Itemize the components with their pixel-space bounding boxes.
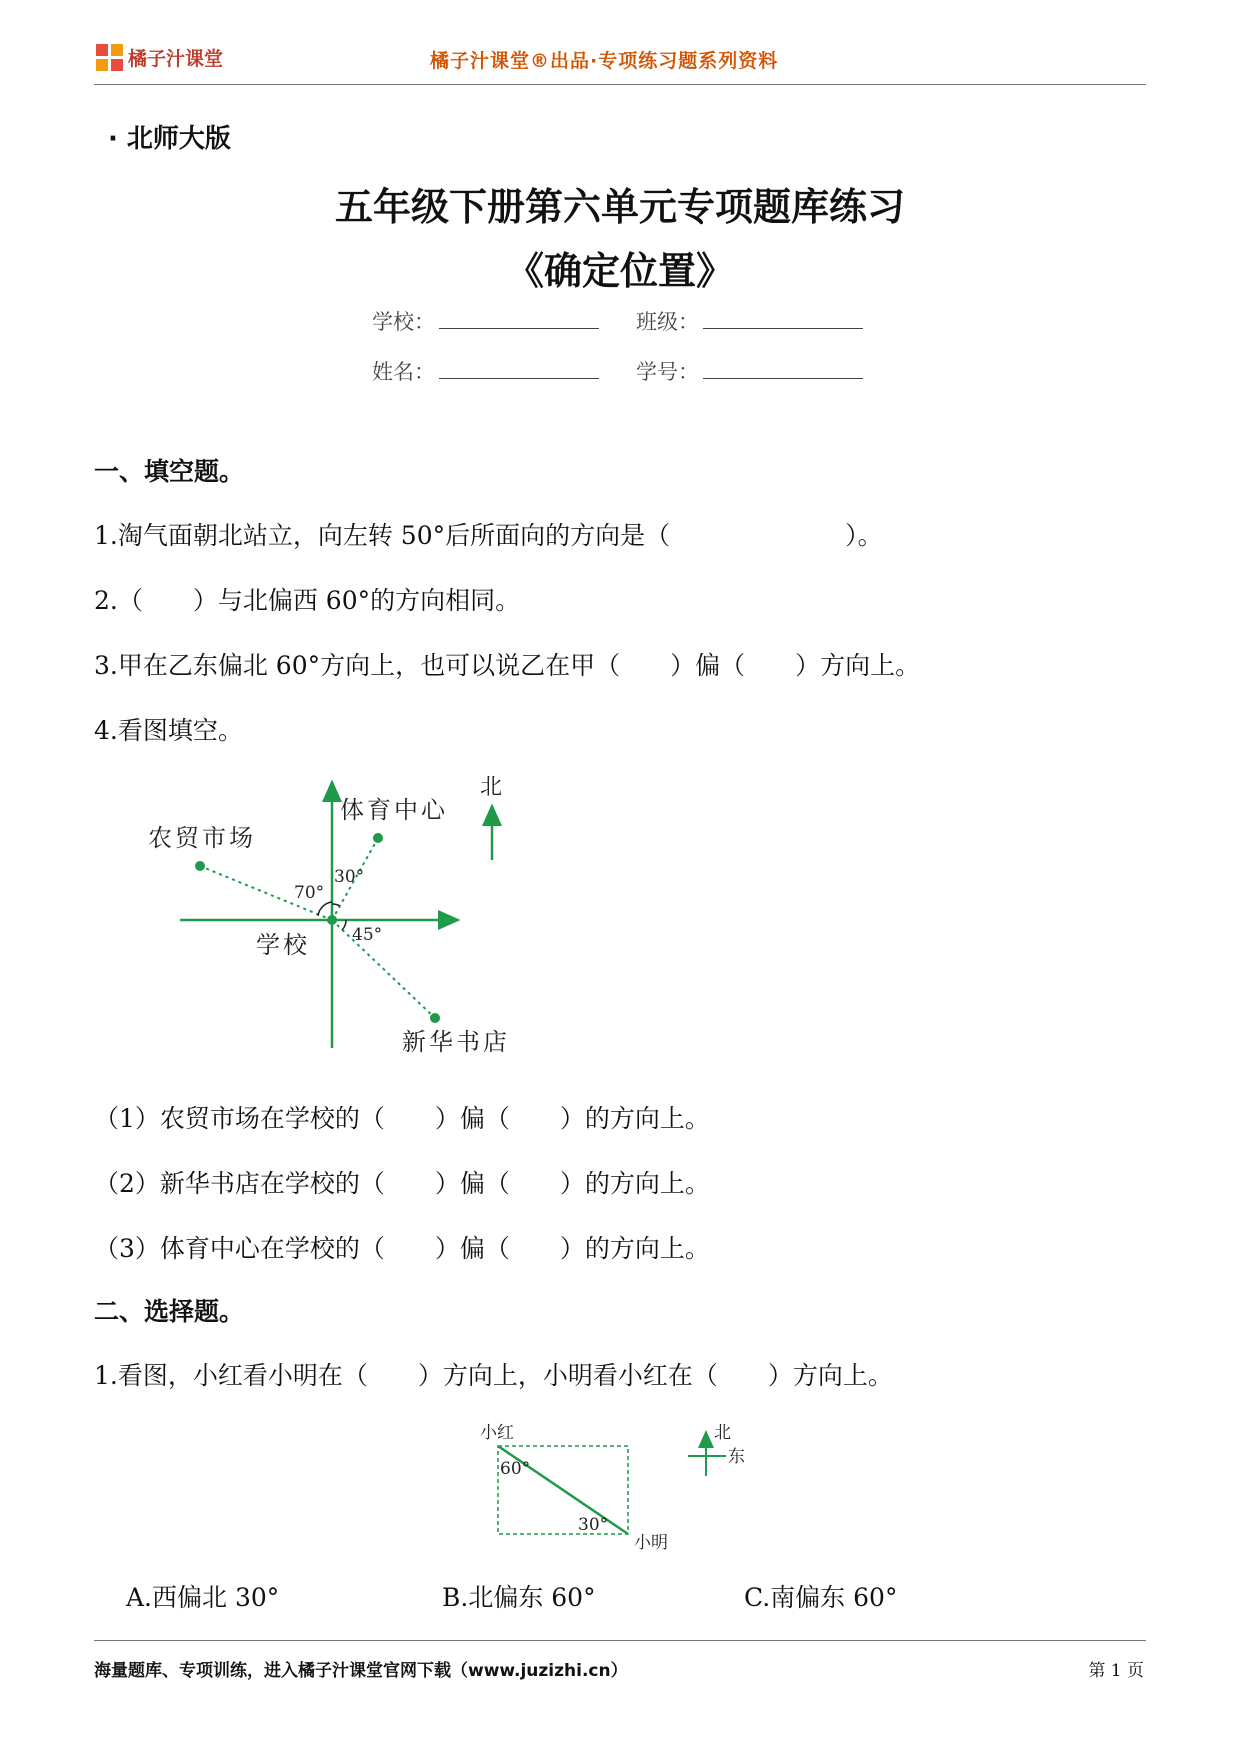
option-b[interactable]: B.北偏东 60° bbox=[442, 1583, 596, 1612]
angle-70-arc bbox=[318, 902, 332, 916]
question-1-3: 3.甲在乙东偏北 60°方向上，也可以说乙在甲（ ）偏（ ）方向上。 bbox=[94, 651, 921, 680]
sports-label: 体育中心 bbox=[340, 796, 448, 824]
page-subtitle: 《确定位置》 bbox=[505, 249, 734, 293]
number-blank[interactable] bbox=[703, 360, 863, 379]
angle-30-label: 30° bbox=[334, 867, 365, 887]
school-label: 学校： bbox=[372, 310, 435, 334]
school-label: 学校 bbox=[256, 931, 310, 959]
question-1-1: 1.淘气面朝北站立，向左转 50°后所面向的方向是（ ）。 bbox=[94, 521, 883, 550]
question-1-4: 4.看图填空。 bbox=[94, 716, 243, 745]
name-label: 姓名： bbox=[372, 360, 435, 384]
class-blank[interactable] bbox=[703, 310, 863, 329]
class-field bbox=[636, 306, 863, 336]
sub-question-3: （3）体育中心在学校的（ ）偏（ ）的方向上。 bbox=[94, 1234, 710, 1263]
footer-text: 海量题库、专项训练，进入橘子汁课堂官网下载（www.juzizhi.cn） bbox=[94, 1661, 628, 1681]
bookstore-ray bbox=[332, 920, 435, 1018]
sub-question-1: （1）农贸市场在学校的（ ）偏（ ）的方向上。 bbox=[94, 1104, 710, 1133]
name-field bbox=[372, 356, 599, 386]
compass-north-label: 北 bbox=[714, 1423, 731, 1443]
name-blank[interactable] bbox=[439, 360, 599, 379]
bookstore-label: 新华书店 bbox=[402, 1028, 510, 1056]
edition-label: · 北师大版 bbox=[108, 124, 231, 154]
question-2-1: 1.看图，小红看小明在（ ）方向上，小明看小红在（ ）方向上。 bbox=[94, 1361, 893, 1390]
header-divider bbox=[94, 84, 1146, 85]
angle-30-label: 30° bbox=[578, 1515, 609, 1535]
number-field bbox=[636, 356, 863, 386]
angle-45-label: 45° bbox=[352, 925, 383, 945]
number-label: 学号： bbox=[636, 360, 699, 384]
page-title: 五年级下册第六单元专项题库练习 bbox=[334, 185, 905, 229]
page-number: 第 1 页 bbox=[1088, 1661, 1144, 1681]
school-field bbox=[372, 306, 599, 336]
section1-heading: 一、填空题。 bbox=[94, 457, 245, 486]
header-title: 橘子汁课堂®出品·专项练习题系列资料 bbox=[430, 50, 779, 72]
school-point bbox=[327, 915, 337, 925]
north-label: 北 bbox=[480, 775, 503, 800]
market-point bbox=[195, 861, 205, 871]
option-a[interactable]: A.西偏北 30° bbox=[126, 1583, 280, 1612]
compass-east-label: 东 bbox=[728, 1447, 745, 1467]
question-1-2: 2.（ ）与北偏西 60°的方向相同。 bbox=[94, 586, 521, 615]
rectangle-diagram bbox=[460, 1416, 780, 1566]
xiaohong-label: 小红 bbox=[480, 1423, 514, 1443]
logo-icon bbox=[96, 44, 124, 72]
class-label: 班级： bbox=[636, 310, 699, 334]
footer-divider bbox=[94, 1640, 1146, 1641]
section2-heading: 二、选择题。 bbox=[94, 1297, 245, 1326]
school-blank[interactable] bbox=[439, 310, 599, 329]
option-c[interactable]: C.南偏东 60° bbox=[744, 1583, 898, 1612]
logo-text: 橘子汁课堂 bbox=[128, 48, 224, 70]
angle-45-arc bbox=[342, 920, 346, 930]
market-label: 农贸市场 bbox=[148, 824, 256, 852]
sub-question-2: （2）新华书店在学校的（ ）偏（ ）的方向上。 bbox=[94, 1169, 710, 1198]
angle-70-label: 70° bbox=[294, 883, 325, 903]
direction-diagram bbox=[140, 770, 540, 1070]
bookstore-point bbox=[430, 1013, 440, 1023]
sports-point bbox=[373, 833, 383, 843]
angle-60-label: 60° bbox=[500, 1459, 531, 1479]
xiaoming-label: 小明 bbox=[634, 1533, 668, 1553]
